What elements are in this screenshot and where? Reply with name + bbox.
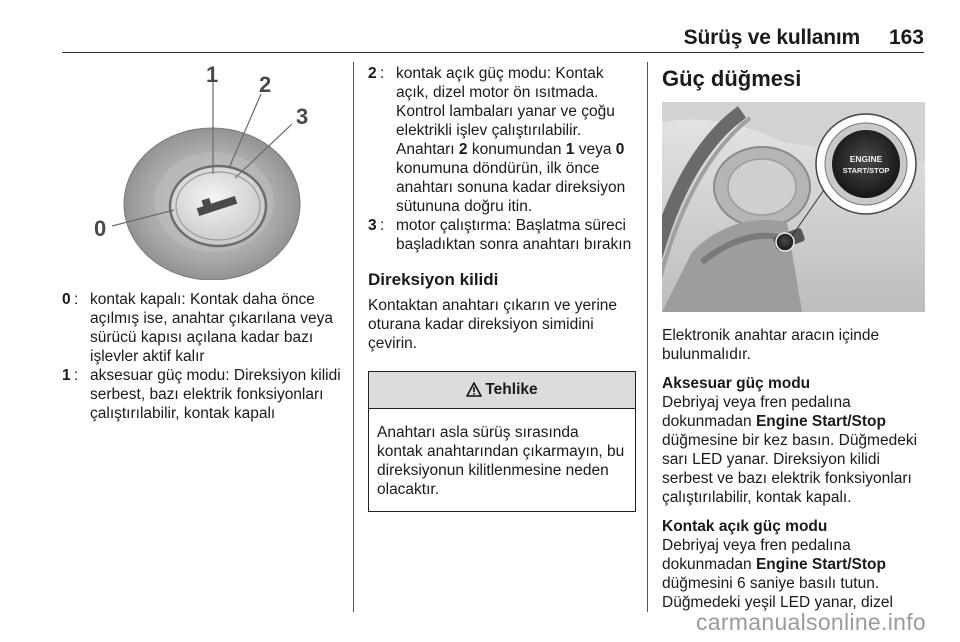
power-button-figure xyxy=(662,102,925,312)
text-run: düğmesini 6 saniye basılı tutun. Düğmedeki yeşil LED yanar, dizel xyxy=(662,575,893,611)
start-stop-label: START/STOP xyxy=(842,166,890,175)
column-1 xyxy=(62,64,342,423)
text-run: Debriyaj veya fren pedalına dokunmadan xyxy=(662,394,851,430)
danger-title: Tehlike xyxy=(485,381,538,398)
definition-key: 3 xyxy=(368,217,377,234)
ignition-on-mode-heading: Kontak açık güç modu xyxy=(662,518,828,535)
ignition-on-mode-text xyxy=(662,536,927,612)
page-number: 163 xyxy=(888,26,924,49)
column-divider-right xyxy=(647,62,648,612)
figure-label-3: 3 xyxy=(296,104,309,129)
figure-label-1: 1 xyxy=(206,64,219,87)
danger-header xyxy=(369,372,635,409)
definition-item-3 xyxy=(368,216,636,254)
danger-body: Anahtarı asla sürüş sırasında kontak anahtarından çıkarmayın, bu direksiyonun kilitlenmesine neden olacaktır. xyxy=(377,424,625,498)
definition-key: 0 xyxy=(62,291,71,308)
text-run: konumuna döndürün, ilk önce anahtarı sonuna kadar direksiyon sütununa doğru itin. xyxy=(396,160,626,215)
danger-box xyxy=(368,371,636,512)
text-run: kontak açık güç modu: Kontak açık, dizel motor ön ısıtmada. Kontrol lambaları yanar ve çoğu elektrikli işlev çalıştırılabilir. Anahtarı xyxy=(396,65,615,158)
accessory-mode-text xyxy=(662,393,927,507)
engine-start-stop-bold: Engine Start/Stop xyxy=(755,556,886,573)
position-0-bold: 0 xyxy=(615,141,625,158)
definition-item-1 xyxy=(62,366,342,423)
header-rule xyxy=(62,52,924,53)
section-title: Güç düğmesi xyxy=(662,66,802,91)
engine-label: ENGINE xyxy=(849,154,883,164)
definition-key: 2 xyxy=(368,65,377,82)
engine-start-stop-bold: Engine Start/Stop xyxy=(755,413,886,430)
figure-label-2: 2 xyxy=(259,72,272,97)
definition-item-0 xyxy=(62,290,342,366)
steering-lock-text: Kontaktan anahtarı çıkarın ve yerine oturana kadar direksiyon simidini çevirin. xyxy=(368,297,618,352)
definition-item-2 xyxy=(368,64,636,216)
definition-text: motor çalıştırma: Başlatma süreci başladıktan sonra anahtarı bırakın xyxy=(396,217,632,253)
definition-text: aksesuar güç modu: Direksiyon kilidi serbest, bazı elektrik fonksiyonları çalıştırılabilir, kontak kapalı xyxy=(90,367,341,422)
accessory-mode-heading: Aksesuar güç modu xyxy=(662,375,811,392)
watermark: carmanualsonline.info xyxy=(695,609,926,635)
warning-triangle-icon xyxy=(466,382,482,397)
definition-colon: : xyxy=(74,291,79,308)
ignition-switch-figure xyxy=(64,64,342,280)
figure-label-0: 0 xyxy=(94,216,107,241)
definition-colon: : xyxy=(380,65,385,82)
definition-text: kontak kapalı: Kontak daha önce açılmış ise, anahtar çıkarılana veya sürücü kapısı açılana kadar bazı işlevler aktif kalır xyxy=(90,291,333,365)
definition-colon: : xyxy=(74,367,79,384)
text-run: düğmesine bir kez basın. Düğmedeki sarı LED yanar. Direksiyon kilidi serbest ve bazı elektrik fonksiyonları çalıştırılabilir, kontak kapalı. xyxy=(662,432,918,506)
header-title: Sürüş ve kullanım xyxy=(683,26,860,49)
definition-key: 1 xyxy=(62,367,71,384)
text-run: konumundan xyxy=(467,141,566,158)
position-2-bold: 2 xyxy=(458,141,468,158)
column-divider-left xyxy=(353,62,354,612)
text-run: Debriyaj veya fren pedalına dokunmadan xyxy=(662,537,851,573)
steering-lock-heading: Direksiyon kilidi xyxy=(368,270,499,289)
intro-text: Elektronik anahtar aracın içinde bulunmalıdır. xyxy=(662,327,880,363)
column-2 xyxy=(368,64,636,512)
text-run: veya xyxy=(574,141,616,158)
position-1-bold: 1 xyxy=(565,141,575,158)
definition-text xyxy=(396,64,636,216)
definition-colon: : xyxy=(380,217,385,234)
column-3 xyxy=(662,64,927,612)
